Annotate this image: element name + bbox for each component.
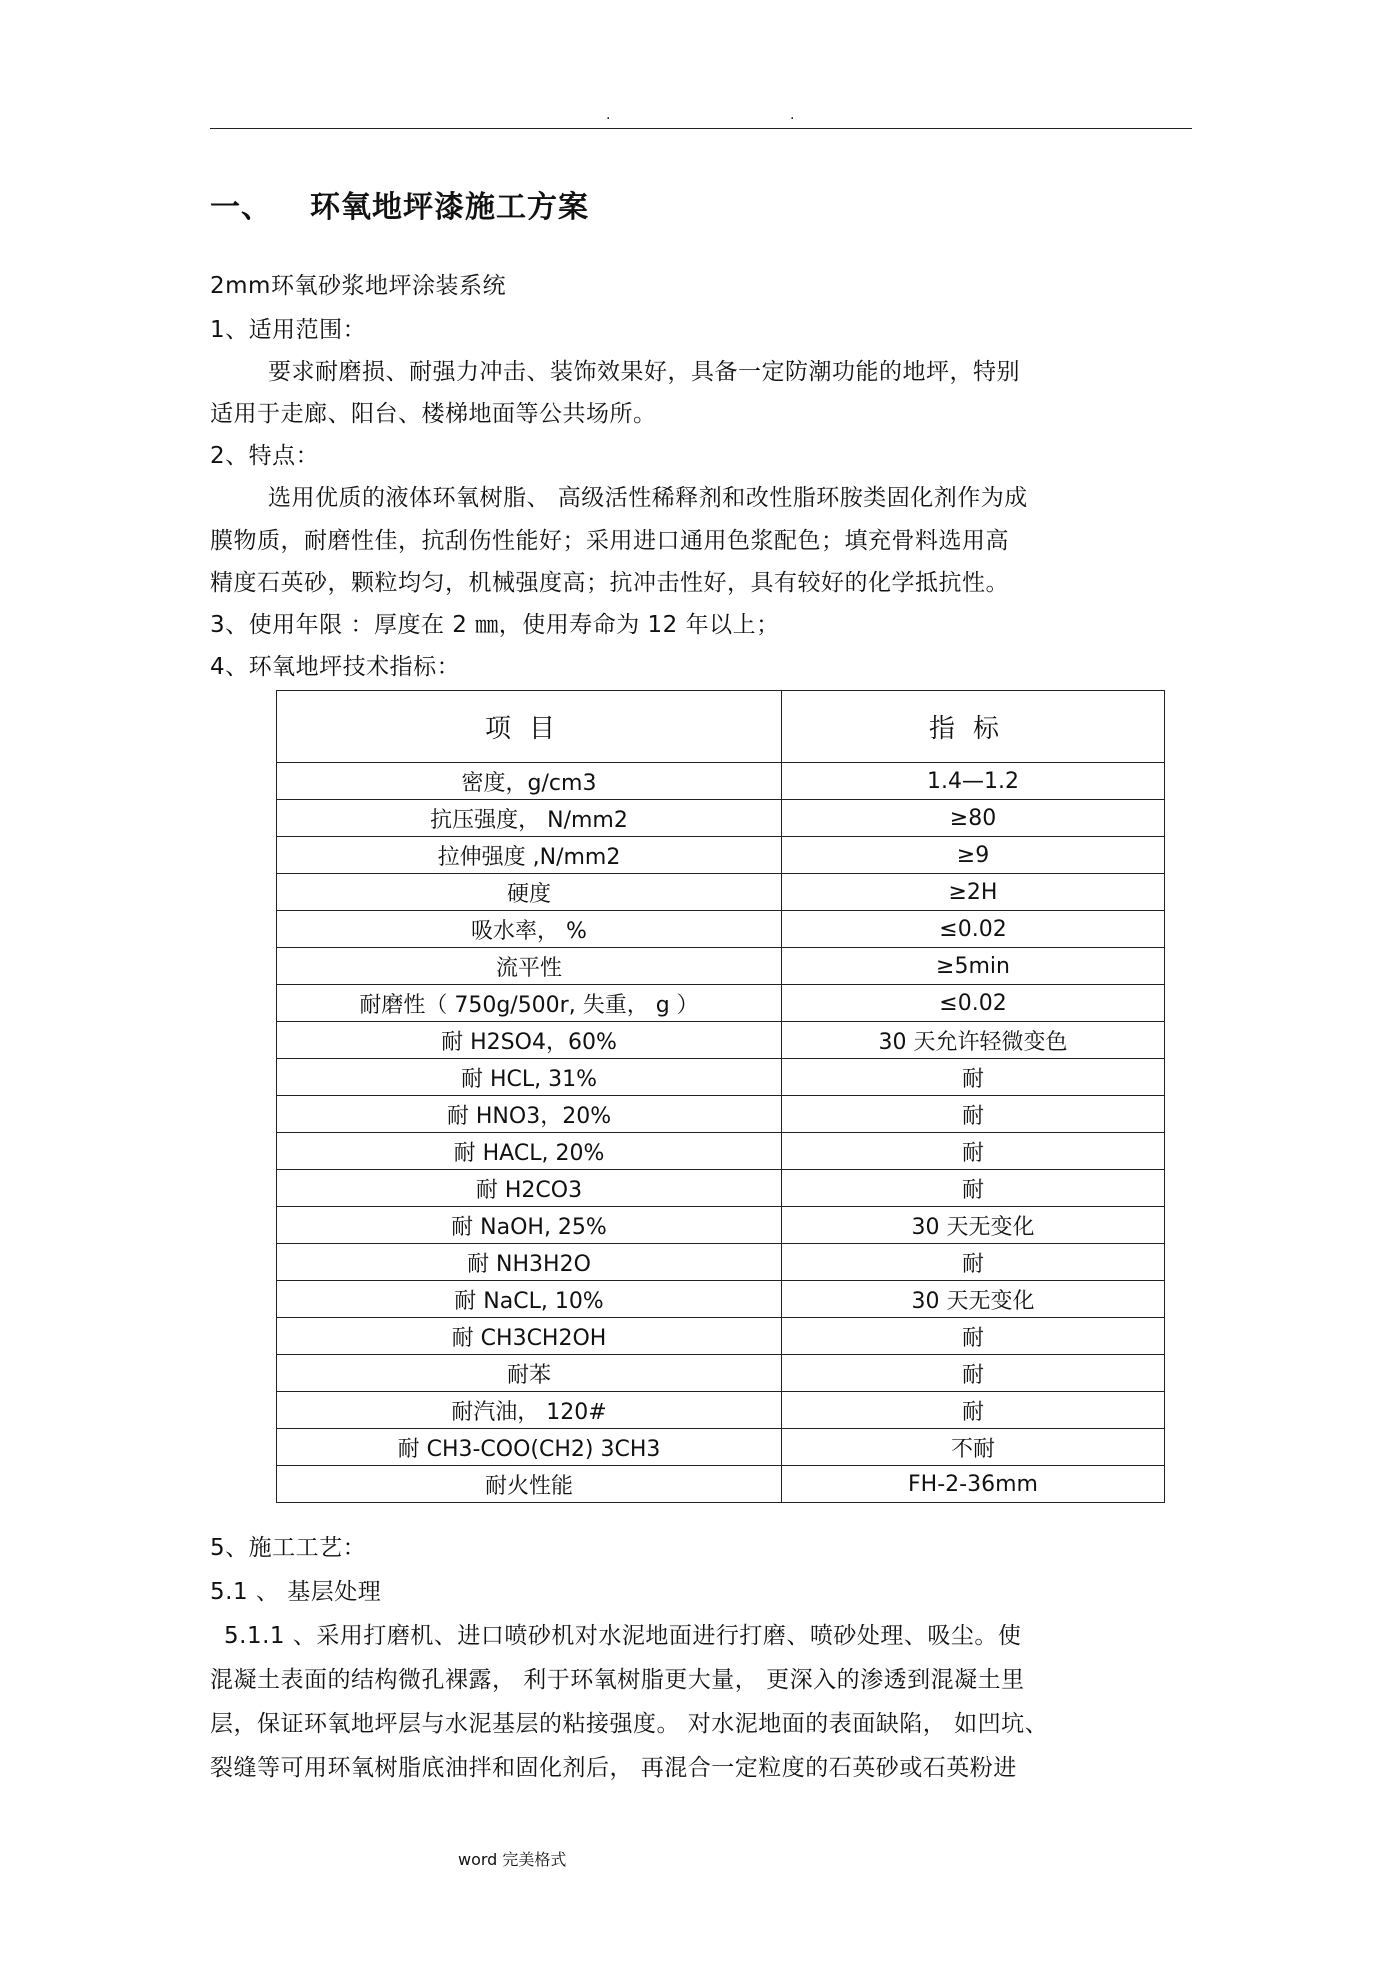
section-2-heading: 2、特点：: [210, 443, 320, 469]
row-value: 耐: [782, 1318, 1165, 1355]
table-row: [277, 1392, 1165, 1429]
title-number: 一、: [210, 190, 272, 225]
row-item: 耐汽油， 120#: [277, 1392, 782, 1429]
row-item: 耐磨性（ 750g/500r, 失重， g ）: [277, 985, 782, 1022]
table-row: [277, 763, 1165, 800]
row-item: 耐苯: [277, 1355, 782, 1392]
section-1-heading: 1、适用范围：: [210, 317, 367, 343]
row-value: ≤0.02: [782, 911, 1165, 948]
row-value: 耐: [782, 1059, 1165, 1096]
table-row: [277, 1059, 1165, 1096]
table-row: [277, 1466, 1165, 1503]
row-value: 耐: [782, 1096, 1165, 1133]
row-value: 30 天允许轻微变色: [782, 1022, 1165, 1059]
row-item: 耐 NaCL, 10%: [277, 1281, 782, 1318]
row-item: 耐 HCL, 31%: [277, 1059, 782, 1096]
spec-table: [276, 690, 1165, 1503]
section-1-text-line-2: 适用于走廊、阳台、楼梯地面等公共场所。: [210, 401, 657, 427]
row-item: 耐 CH3-COO(CH2) 3CH3: [277, 1429, 782, 1466]
table-header-row: [277, 691, 1165, 763]
page-title: [210, 188, 589, 228]
row-value: ≥9: [782, 837, 1165, 874]
table-row: [277, 948, 1165, 985]
row-value: ≥5min: [782, 948, 1165, 985]
table-row: [277, 1096, 1165, 1133]
table-row: [277, 1355, 1165, 1392]
table-row: [277, 800, 1165, 837]
header-rule: [210, 128, 1192, 129]
row-value: 不耐: [782, 1429, 1165, 1466]
row-item: 耐 H2SO4，60%: [277, 1022, 782, 1059]
row-item: 耐 HNO3，20%: [277, 1096, 782, 1133]
row-item: 拉伸强度 ,N/mm2: [277, 837, 782, 874]
row-value: 耐: [782, 1170, 1165, 1207]
row-value: ≤0.02: [782, 985, 1165, 1022]
row-item: 耐 HACL, 20%: [277, 1133, 782, 1170]
header-value: 指标: [782, 691, 1165, 763]
page-footer: word 完美格式: [458, 1850, 567, 1869]
row-item: 耐 H2CO3: [277, 1170, 782, 1207]
section-2-text-line-1: 选用优质的液体环氧树脂、 高级活性稀释剂和改性脂环胺类固化剂作为成: [268, 485, 1028, 511]
row-value: 30 天无变化: [782, 1281, 1165, 1318]
section-5-heading: 5、施工工艺：: [210, 1535, 367, 1561]
row-value: 1.4—1.2: [782, 763, 1165, 800]
row-item: 耐 NH3H2O: [277, 1244, 782, 1281]
row-value: 耐: [782, 1355, 1165, 1392]
table-row: [277, 911, 1165, 948]
row-value: 耐: [782, 1392, 1165, 1429]
row-item: 抗压强度， N/mm2: [277, 800, 782, 837]
table-row: [277, 1207, 1165, 1244]
table-row: [277, 985, 1165, 1022]
row-item: 硬度: [277, 874, 782, 911]
section-5-1-1-line-2: 混凝土表面的结构微孔裸露， 利于环氧树脂更大量， 更深入的渗透到混凝土里: [210, 1667, 1025, 1693]
section-5-1-1-line-4: 裂缝等可用环氧树脂底油拌和固化剂后， 再混合一定粒度的石英砂或石英粉进: [210, 1755, 1017, 1781]
header-item: 项目: [277, 691, 782, 763]
row-item: 耐 CH3CH2OH: [277, 1318, 782, 1355]
row-value: ≥2H: [782, 874, 1165, 911]
header-dot-right: .: [790, 107, 795, 123]
row-value: ≥80: [782, 800, 1165, 837]
table-row: [277, 874, 1165, 911]
table-row: [277, 1022, 1165, 1059]
table-row: [277, 837, 1165, 874]
section-1-text-line-1: 要求耐磨损、耐强力冲击、装饰效果好，具备一定防潮功能的地坪，特别: [268, 359, 1020, 385]
system-name: 2mm环氧砂浆地坪涂装系统: [210, 273, 506, 299]
row-value: FH-2-36mm: [782, 1466, 1165, 1503]
row-value: 耐: [782, 1133, 1165, 1170]
section-3-text: 3、使用年限 ：厚度在 2 ㎜，使用寿命为 12 年以上；: [210, 612, 780, 638]
table-row: [277, 1318, 1165, 1355]
section-4-heading: 4、环氧地坪技术指标：: [210, 654, 461, 680]
row-item: 流平性: [277, 948, 782, 985]
table-row: [277, 1281, 1165, 1318]
section-5-1-heading: 5.1 、 基层处理: [210, 1579, 382, 1605]
section-2-text-line-2: 膜物质，耐磨性佳，抗刮伤性能好；采用进口通用色浆配色；填充骨料选用高: [210, 528, 1009, 554]
section-5-1-1-line-1: 5.1.1 、采用打磨机、进口喷砂机对水泥地面进行打磨、喷砂处理、吸尘。使: [224, 1623, 1022, 1649]
row-item: 耐 NaOH, 25%: [277, 1207, 782, 1244]
row-item: 密度，g/cm3: [277, 763, 782, 800]
table-row: [277, 1429, 1165, 1466]
title-text: 环氧地坪漆施工方案: [310, 190, 589, 225]
header-dot-left: .: [606, 107, 611, 123]
row-value: 耐: [782, 1244, 1165, 1281]
row-item: 吸水率， %: [277, 911, 782, 948]
row-item: 耐火性能: [277, 1466, 782, 1503]
table-row: [277, 1170, 1165, 1207]
table-row: [277, 1133, 1165, 1170]
table-row: [277, 1244, 1165, 1281]
section-5-1-1-line-3: 层，保证环氧地坪层与水泥基层的粘接强度。 对水泥地面的表面缺陷， 如凹坑、: [210, 1711, 1049, 1737]
section-2-text-line-3: 精度石英砂，颗粒均匀，机械强度高；抗冲击性好，具有较好的化学抵抗性。: [210, 570, 1009, 596]
row-value: 30 天无变化: [782, 1207, 1165, 1244]
